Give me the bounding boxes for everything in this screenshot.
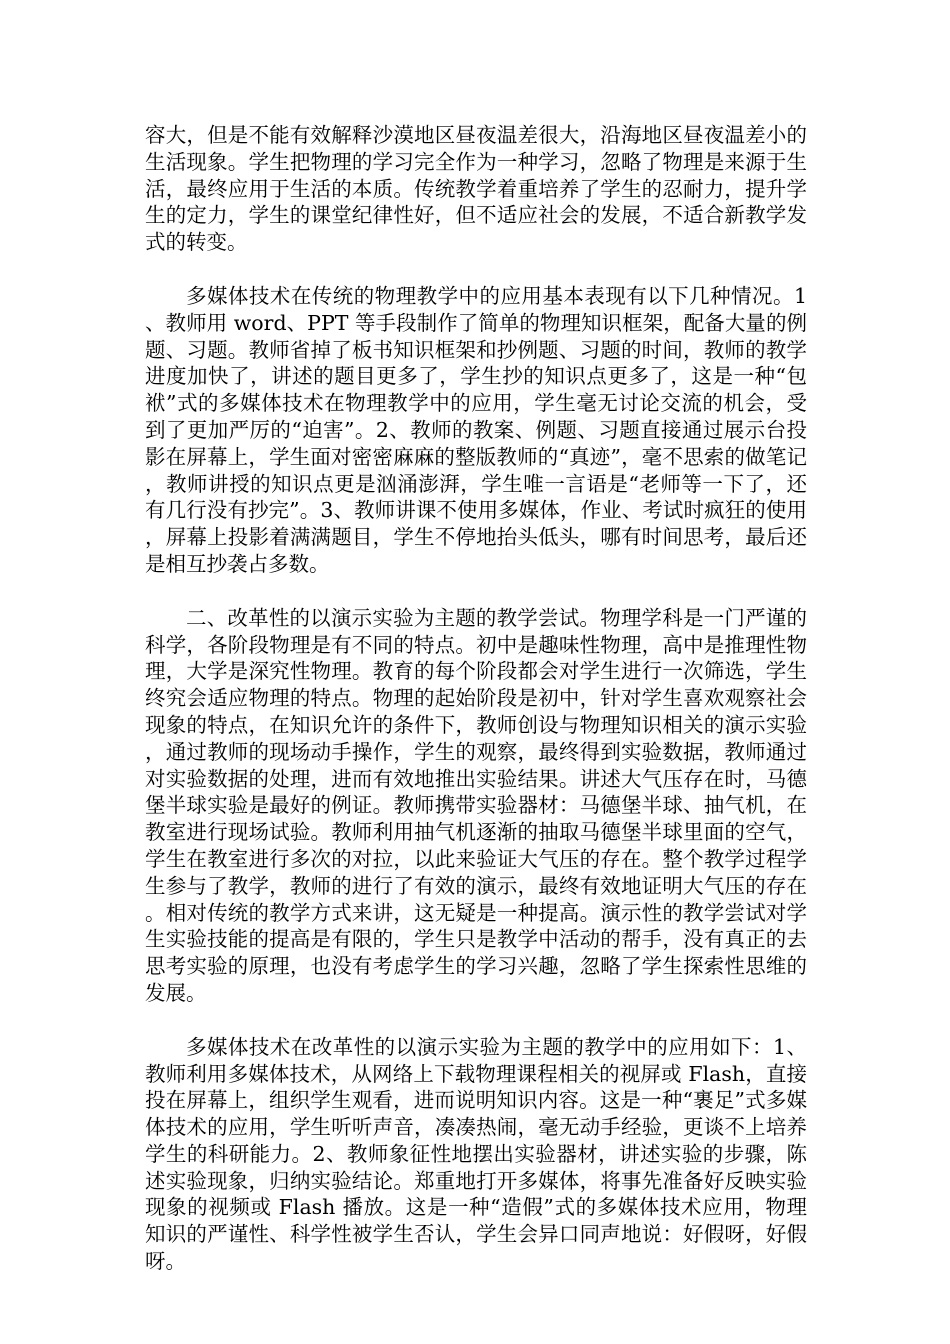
paragraph-spacer [145,1007,807,1034]
paragraph-1: 容大，但是不能有效解释沙漠地区昼夜温差很大，沿海地区昼夜温差小的生活现象。学生把物理的学习完全作为一种学习，忽略了物理是来源于生活，最终应用于生活的本质。传统教学着重培养了学生的忍耐力，提升学生的定力，学生的课堂纪律性好，但不适应社会的发展，不适合新教学发式的转变。 [145,123,807,255]
paragraph-spacer [145,256,807,283]
paragraph-spacer [145,578,807,605]
paragraph-2: 多媒体技术在传统的物理教学中的应用基本表现有以下几种情况。1、教师用 word、PPT 等手段制作了简单的物理知识框架，配备大量的例题、习题。教师省掉了板书知识框架和抄例题、习题的时间，教师的教学进度加快了，讲述的题目更多了，学生抄的知识点更多了，这是一种“包袱”式的多媒体技术在物理教学中的应用，学生毫无讨论交流的机会，受到了更加严厉的“迫害”。2、教师的教案、例题、习题直接通过展示台投影在屏幕上，学生面对密密麻麻的整版教师的“真迹”，毫不思索的做笔记，教师讲授的知识点更是汹涌澎湃，学生唯一言语是“老师等一下了，还有几行没有抄完”。3、教师讲课不使用多媒体，作业、考试时疯狂的使用，屏幕上投影着满满题目，学生不停地抬头低头，哪有时间思考，最后还是相互抄袭占多数。 [145,283,807,576]
paragraph-3: 二、改革性的以演示实验为主题的教学尝试。物理学科是一门严谨的科学，各阶段物理是有不同的特点。初中是趣味性物理，高中是推理性物理，大学是深究性物理。教育的每个阶段都会对学生进行一次筛选，学生终究会适应物理的特点。物理的起始阶段是初中，针对学生喜欢观察社会现象的特点，在知识允许的条件下，教师创设与物理知识相关的演示实验，通过教师的现场动手操作，学生的观察，最终得到实验数据，教师通过对实验数据的处理，进而有效地推出实验结果。讲述大气压存在时，马德堡半球实验是最好的例证。教师携带实验器材：马德堡半球、抽气机，在教室进行现场试验。教师利用抽气机逐渐的抽取马德堡半球里面的空气，学生在教室进行多次的对拉，以此来验证大气压的存在。整个教学过程学生参与了教学，教师的进行了有效的演示，最终有效地证明大气压的存在。相对传统的教学方式来讲，这无疑是一种提高。演示性的教学尝试对学生实验技能的提高是有限的，学生只是教学中活动的帮手，没有真正的去思考实验的原理，也没有考虑学生的学习兴趣，忽略了学生探索性思维的发展。 [145,605,807,1005]
paragraph-4: 多媒体技术在改革性的以演示实验为主题的教学中的应用如下：1、教师利用多媒体技术，从网络上下载物理课程相关的视屏或 Flash，直接投在屏幕上，组织学生观看，进而说明知识内容。这是一种“裹足”式多媒体技术的应用，学生听听声音，凑凑热闹，毫无动手经验，更谈不上培养学生的科研能力。2、教师象征性地摆出实验器材，讲述实验的步骤，陈述实验现象，归纳实验结论。郑重地打开多媒体，将事先准备好反映实验现象的视频或 Flash 播放。这是一种“造假”式的多媒体技术应用，物理知识的严谨性、科学性被学生否认，学生会异口同声地说：好假呀，好假呀。 [145,1034,807,1274]
document-body [145,122,807,1275]
